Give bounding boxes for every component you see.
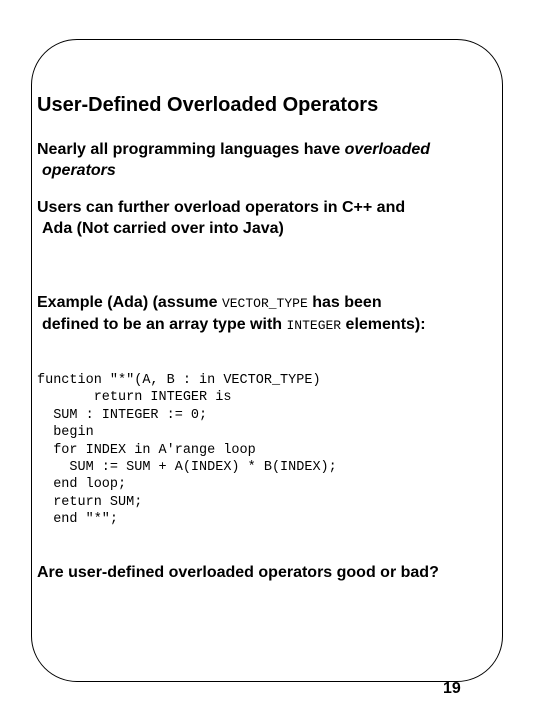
p1-line2-emphasis: operators xyxy=(42,162,116,179)
paragraph-example-intro xyxy=(37,292,426,336)
p2-line1: Users can further overload operators in C++ and xyxy=(37,199,406,216)
paragraph-overloaded-operators xyxy=(37,139,430,181)
p1-line1-text: Nearly all programming languages have xyxy=(37,141,345,158)
code-line: SUM := SUM + A(INDEX) * B(INDEX); xyxy=(37,460,337,476)
p3-line1-suffix: has been xyxy=(307,294,382,311)
code-line: end loop; xyxy=(37,477,127,493)
code-line: return INTEGER is xyxy=(37,390,232,406)
ada-code-example xyxy=(37,372,337,529)
p3-integer-code: INTEGER xyxy=(286,318,342,333)
page-number: 19 xyxy=(443,680,461,697)
code-line: end "*"; xyxy=(37,512,119,528)
slide-title: User-Defined Overloaded Operators xyxy=(37,94,379,116)
code-line: function "*"(A, B : in VECTOR_TYPE) xyxy=(37,373,321,388)
code-line: for INDEX in A'range loop xyxy=(37,442,256,458)
p1-line2 xyxy=(37,160,430,181)
code-line: SUM : INTEGER := 0; xyxy=(37,407,208,423)
code-line: begin xyxy=(37,425,94,441)
p3-line2-prefix: defined to be an array type with xyxy=(42,316,287,333)
p3-line2-suffix: elements): xyxy=(341,316,426,333)
code-line: return SUM; xyxy=(37,494,143,510)
p3-vector-type-code: VECTOR_TYPE xyxy=(221,296,308,311)
p1-line1-emphasis: overloaded xyxy=(344,141,431,158)
paragraph-user-overload xyxy=(37,197,405,239)
p3-line1-prefix: Example (Ada) (assume xyxy=(37,294,222,311)
p2-line2: Ada (Not carried over into Java) xyxy=(42,220,284,237)
slide-frame xyxy=(31,39,503,682)
p3-line2 xyxy=(37,314,426,336)
paragraph-question: Are user-defined overloaded operators good or bad? xyxy=(37,564,439,581)
